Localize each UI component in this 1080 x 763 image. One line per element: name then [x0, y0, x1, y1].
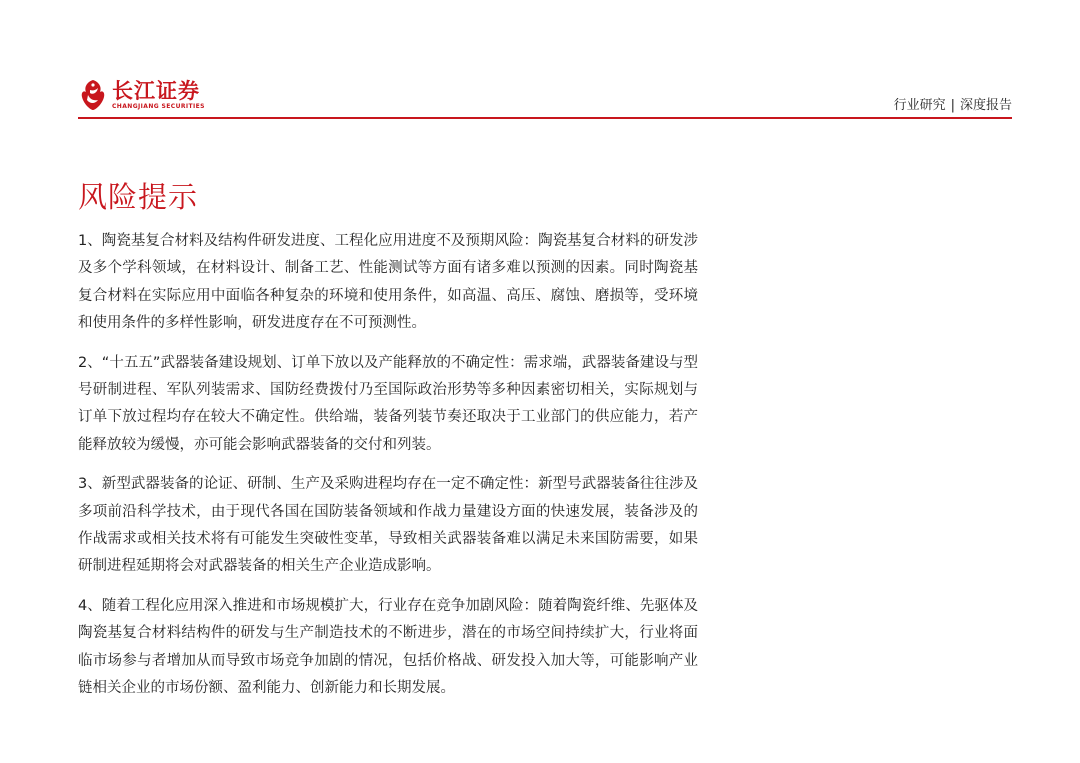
page-header [78, 74, 1012, 122]
category-separator: | [950, 98, 955, 113]
changjiang-logo-icon [78, 78, 108, 112]
risk-paragraph-4: 4、随着工程化应用深入推进和市场规模扩大，行业存在竞争加剧风险：随着陶瓷纤维、先驱体及陶瓷基复合材料结构件的研发与生产制造技术的不断进步，潜在的市场空间持续扩大，行业将面临市场参与者增加从而导致市场竞争加剧的情况，包括价格战、研发投入加大等，可能影响产业链相关企业的市场份额、盈利能力、创新能力和长期发展。 [78, 598, 698, 696]
risk-paragraph-3: 3、新型武器装备的论证、研制、生产及采购进程均存在一定不确定性：新型号武器装备往往涉及多项前沿科学技术，由于现代各国在国防装备领域和作战力量建设方面的快速发展，装备涉及的作战需求或相关技术将有可能发生突破性变革，导致相关武器装备难以满足未来国防需要，如果研制进程延期将会对武器装备的相关生产企业造成影响。 [78, 476, 698, 575]
page-title: 风险提示 [78, 180, 199, 214]
risk-content [78, 228, 698, 715]
category-text: 行业研究 [893, 98, 946, 113]
header-divider [78, 117, 1012, 119]
risk-paragraph-1: 1、陶瓷基复合材料及结构件研发进度、工程化应用进度不及预期风险：陶瓷基复合材料的研发涉及多个学科领域，在材料设计、制备工艺、性能测试等方面有诸多难以预测的因素。同时陶瓷基复合材料在实际应用中面临各种复杂的环境和使用条件，如高温、高压、腐蚀、磨损等，受环境和使用条件的多样性影响，研发进度存在不可预测性。 [78, 233, 698, 331]
risk-paragraph-2: 2、“十五五”武器装备建设规划、订单下放以及产能释放的不确定性：需求端，武器装备建设与型号研制进程、军队列装需求、国防经费拨付乃至国际政治形势等多种因素密切相关，实际规划与订单下放过程均存在较大不确定性。供给端，装备列装节奏还取决于工业部门的供应能力，若产能释放较为缓慢，亦可能会影响武器装备的交付和列装。 [78, 354, 698, 453]
company-logo [78, 78, 205, 112]
report-category-label [894, 94, 1012, 113]
logo-english-name: CHANGJIANG SECURITIES [112, 102, 205, 110]
logo-chinese-name: 长江证券 [112, 78, 200, 103]
report-type-text: 深度报告 [959, 98, 1012, 113]
